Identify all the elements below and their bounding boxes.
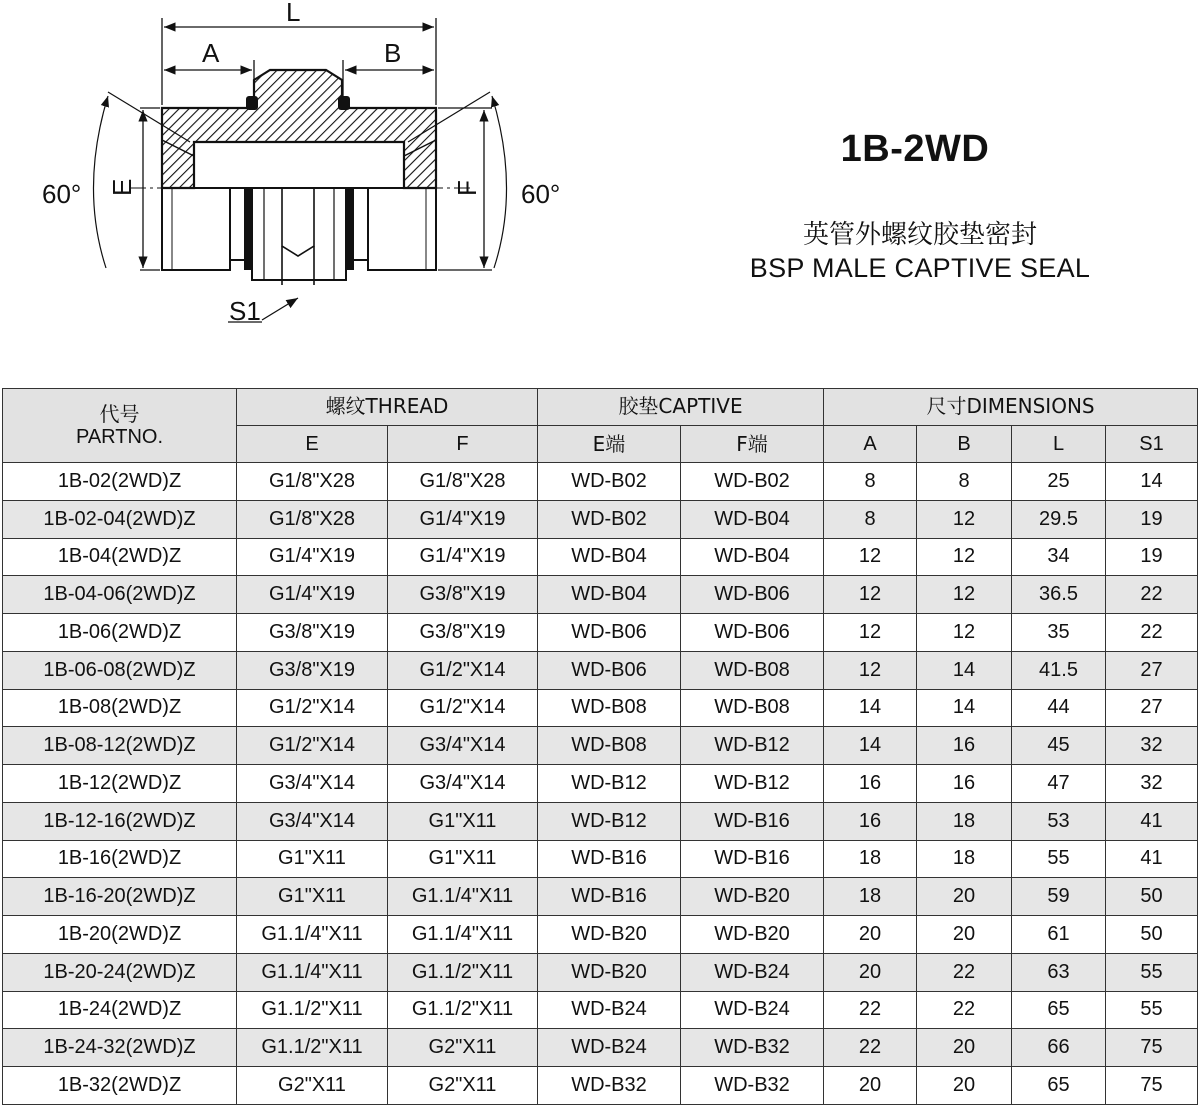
cell-part-no: 1B-24-32(2WD)Z bbox=[3, 1029, 237, 1067]
cell-part-no: 1B-04-06(2WD)Z bbox=[3, 576, 237, 614]
cell-thread-e: G2"X11 bbox=[237, 1067, 388, 1105]
cell-dim-a: 20 bbox=[824, 1067, 917, 1105]
cell-captive-f: WD-B04 bbox=[681, 538, 824, 576]
cell-captive-f: WD-B02 bbox=[681, 463, 824, 501]
header-partno-en: PARTNO. bbox=[75, 425, 164, 448]
product-code: 1B-2WD bbox=[840, 128, 990, 170]
cell-dim-s1: 27 bbox=[1106, 689, 1198, 727]
cell-captive-e: WD-B12 bbox=[538, 802, 681, 840]
cell-dim-l: 63 bbox=[1012, 953, 1106, 991]
cell-thread-e: G1.1/2"X11 bbox=[237, 1029, 388, 1067]
cell-thread-f: G2"X11 bbox=[388, 1029, 538, 1067]
cell-dim-a: 20 bbox=[824, 953, 917, 991]
cell-dim-l: 53 bbox=[1012, 802, 1106, 840]
cell-thread-f: G1/4"X19 bbox=[388, 500, 538, 538]
dim-label-S1: S1 bbox=[229, 296, 261, 326]
cell-dim-b: 14 bbox=[917, 689, 1012, 727]
cell-part-no: 1B-08(2WD)Z bbox=[3, 689, 237, 727]
cell-dim-s1: 19 bbox=[1106, 500, 1198, 538]
cell-dim-b: 18 bbox=[917, 840, 1012, 878]
cell-captive-e: WD-B06 bbox=[538, 651, 681, 689]
cell-dim-b: 20 bbox=[917, 1029, 1012, 1067]
cell-dim-a: 14 bbox=[824, 689, 917, 727]
cell-dim-s1: 75 bbox=[1106, 1029, 1198, 1067]
table-row bbox=[3, 1067, 1198, 1105]
cell-thread-f: G1/8"X28 bbox=[388, 463, 538, 501]
cell-part-no: 1B-04(2WD)Z bbox=[3, 538, 237, 576]
cell-captive-f: WD-B16 bbox=[681, 802, 824, 840]
cell-thread-f: G2"X11 bbox=[388, 1067, 538, 1105]
cell-dim-b: 22 bbox=[917, 953, 1012, 991]
cell-thread-e: G1/2"X14 bbox=[237, 727, 388, 765]
angle-label-right: 60° bbox=[521, 179, 561, 209]
header-dimensions-label: 尺寸DIMENSIONS bbox=[926, 394, 1095, 418]
cell-dim-s1: 32 bbox=[1106, 765, 1198, 803]
cell-dim-a: 12 bbox=[824, 614, 917, 652]
cell-thread-f: G1/2"X14 bbox=[388, 651, 538, 689]
header-partno bbox=[3, 389, 237, 463]
dim-label-E: E bbox=[107, 178, 137, 196]
cell-thread-f: G1/2"X14 bbox=[388, 689, 538, 727]
cell-part-no: 1B-32(2WD)Z bbox=[3, 1067, 237, 1105]
header-dimensions bbox=[824, 389, 1198, 426]
cell-thread-e: G1/4"X19 bbox=[237, 576, 388, 614]
cell-part-no: 1B-20-24(2WD)Z bbox=[3, 953, 237, 991]
table-row bbox=[3, 765, 1198, 803]
table-row bbox=[3, 500, 1198, 538]
cell-dim-b: 20 bbox=[917, 1067, 1012, 1105]
cell-dim-l: 66 bbox=[1012, 1029, 1106, 1067]
cell-dim-s1: 41 bbox=[1106, 802, 1198, 840]
cell-thread-e: G3/8"X19 bbox=[237, 614, 388, 652]
cell-captive-f: WD-B06 bbox=[681, 576, 824, 614]
cell-captive-e: WD-B32 bbox=[538, 1067, 681, 1105]
cell-thread-f: G1.1/2"X11 bbox=[388, 953, 538, 991]
cell-thread-f: G1"X11 bbox=[388, 840, 538, 878]
cell-thread-e: G1.1/4"X11 bbox=[237, 916, 388, 954]
cell-captive-f: WD-B06 bbox=[681, 614, 824, 652]
cell-captive-e: WD-B12 bbox=[538, 765, 681, 803]
cell-thread-f: G1/4"X19 bbox=[388, 538, 538, 576]
subheader-dim-l: L bbox=[1012, 426, 1106, 463]
cell-captive-e: WD-B24 bbox=[538, 1029, 681, 1067]
header-partno-cn: 代号 bbox=[99, 401, 140, 426]
cell-dim-s1: 55 bbox=[1106, 991, 1198, 1029]
cell-part-no: 1B-02(2WD)Z bbox=[3, 463, 237, 501]
table-row bbox=[3, 727, 1198, 765]
cell-dim-b: 12 bbox=[917, 614, 1012, 652]
table-body bbox=[3, 463, 1198, 1105]
cell-captive-e: WD-B02 bbox=[538, 500, 681, 538]
cell-dim-l: 44 bbox=[1012, 689, 1106, 727]
cell-thread-e: G1/4"X19 bbox=[237, 538, 388, 576]
cell-dim-a: 22 bbox=[824, 991, 917, 1029]
table-row bbox=[3, 878, 1198, 916]
cell-part-no: 1B-16-20(2WD)Z bbox=[3, 878, 237, 916]
cell-thread-f: G1.1/4"X11 bbox=[388, 878, 538, 916]
cell-captive-f: WD-B24 bbox=[681, 991, 824, 1029]
cell-part-no: 1B-12-16(2WD)Z bbox=[3, 802, 237, 840]
dim-label-L: L bbox=[286, 0, 301, 27]
cell-captive-f: WD-B20 bbox=[681, 916, 824, 954]
table-row bbox=[3, 614, 1198, 652]
cell-dim-l: 45 bbox=[1012, 727, 1106, 765]
cell-dim-s1: 14 bbox=[1106, 463, 1198, 501]
table-row bbox=[3, 1029, 1198, 1067]
cell-thread-f: G3/4"X14 bbox=[388, 765, 538, 803]
cell-captive-e: WD-B20 bbox=[538, 916, 681, 954]
cell-dim-a: 16 bbox=[824, 765, 917, 803]
header-captive-label: 胶垫CAPTIVE bbox=[618, 394, 743, 418]
table-row bbox=[3, 689, 1198, 727]
cell-thread-e: G3/4"X14 bbox=[237, 802, 388, 840]
cell-dim-l: 35 bbox=[1012, 614, 1106, 652]
cell-dim-l: 34 bbox=[1012, 538, 1106, 576]
cell-dim-s1: 50 bbox=[1106, 916, 1198, 954]
cell-dim-a: 8 bbox=[824, 463, 917, 501]
subheader-dim-s1: S1 bbox=[1106, 426, 1198, 463]
header-thread-label: 螺纹THREAD bbox=[325, 394, 449, 418]
cell-dim-a: 18 bbox=[824, 840, 917, 878]
cell-dim-s1: 41 bbox=[1106, 840, 1198, 878]
fitting-drawing bbox=[0, 0, 600, 345]
cell-dim-s1: 22 bbox=[1106, 576, 1198, 614]
cell-dim-l: 25 bbox=[1012, 463, 1106, 501]
cell-thread-f: G3/8"X19 bbox=[388, 614, 538, 652]
header-captive bbox=[538, 389, 824, 426]
table-row bbox=[3, 916, 1198, 954]
cell-thread-e: G3/8"X19 bbox=[237, 651, 388, 689]
cell-captive-f: WD-B04 bbox=[681, 500, 824, 538]
header-thread bbox=[237, 389, 538, 426]
cell-dim-a: 16 bbox=[824, 802, 917, 840]
table-row bbox=[3, 991, 1198, 1029]
cell-thread-f: G1.1/4"X11 bbox=[388, 916, 538, 954]
cell-dim-b: 12 bbox=[917, 500, 1012, 538]
cell-dim-b: 16 bbox=[917, 765, 1012, 803]
cell-dim-a: 8 bbox=[824, 500, 917, 538]
cell-dim-b: 12 bbox=[917, 576, 1012, 614]
cell-part-no: 1B-12(2WD)Z bbox=[3, 765, 237, 803]
cell-part-no: 1B-02-04(2WD)Z bbox=[3, 500, 237, 538]
cell-captive-f: WD-B08 bbox=[681, 651, 824, 689]
table-row bbox=[3, 802, 1198, 840]
subheader-dim-b: B bbox=[917, 426, 1012, 463]
cell-dim-l: 55 bbox=[1012, 840, 1106, 878]
subheader-dim-a: A bbox=[824, 426, 917, 463]
cell-dim-l: 47 bbox=[1012, 765, 1106, 803]
cell-captive-e: WD-B16 bbox=[538, 840, 681, 878]
cell-dim-a: 12 bbox=[824, 651, 917, 689]
cell-captive-e: WD-B16 bbox=[538, 878, 681, 916]
cell-thread-e: G1/2"X14 bbox=[237, 689, 388, 727]
subheader-thread-f: F bbox=[388, 426, 538, 463]
subheader-thread-e: E bbox=[237, 426, 388, 463]
cell-dim-a: 14 bbox=[824, 727, 917, 765]
cell-captive-e: WD-B04 bbox=[538, 576, 681, 614]
cell-dim-b: 16 bbox=[917, 727, 1012, 765]
cell-dim-b: 20 bbox=[917, 878, 1012, 916]
product-name-en: BSP MALE CAPTIVE SEAL bbox=[749, 253, 1091, 283]
cell-thread-f: G3/4"X14 bbox=[388, 727, 538, 765]
cell-thread-e: G1"X11 bbox=[237, 840, 388, 878]
cell-dim-s1: 32 bbox=[1106, 727, 1198, 765]
cell-captive-f: WD-B20 bbox=[681, 878, 824, 916]
cell-thread-e: G1/8"X28 bbox=[237, 500, 388, 538]
cell-dim-l: 36.5 bbox=[1012, 576, 1106, 614]
cell-dim-s1: 50 bbox=[1106, 878, 1198, 916]
cell-dim-s1: 27 bbox=[1106, 651, 1198, 689]
cell-dim-s1: 19 bbox=[1106, 538, 1198, 576]
cell-dim-l: 59 bbox=[1012, 878, 1106, 916]
cell-dim-s1: 22 bbox=[1106, 614, 1198, 652]
subheader-captive-f: F端 bbox=[681, 426, 824, 463]
cell-thread-e: G3/4"X14 bbox=[237, 765, 388, 803]
table-row bbox=[3, 840, 1198, 878]
cell-dim-l: 65 bbox=[1012, 991, 1106, 1029]
cell-dim-b: 18 bbox=[917, 802, 1012, 840]
spec-table bbox=[2, 388, 1198, 1105]
cell-captive-e: WD-B08 bbox=[538, 727, 681, 765]
cell-thread-f: G3/8"X19 bbox=[388, 576, 538, 614]
cell-thread-f: G1"X11 bbox=[388, 802, 538, 840]
cell-thread-e: G1/8"X28 bbox=[237, 463, 388, 501]
cell-captive-f: WD-B16 bbox=[681, 840, 824, 878]
cell-thread-e: G1.1/2"X11 bbox=[237, 991, 388, 1029]
cell-captive-e: WD-B24 bbox=[538, 991, 681, 1029]
cell-dim-b: 20 bbox=[917, 916, 1012, 954]
cell-dim-l: 29.5 bbox=[1012, 500, 1106, 538]
cell-captive-e: WD-B06 bbox=[538, 614, 681, 652]
table-row bbox=[3, 538, 1198, 576]
subheader-captive-e: E端 bbox=[538, 426, 681, 463]
cell-dim-a: 22 bbox=[824, 1029, 917, 1067]
table-row bbox=[3, 463, 1198, 501]
cell-captive-f: WD-B08 bbox=[681, 689, 824, 727]
angle-label-left: 60° bbox=[42, 179, 82, 209]
cell-captive-e: WD-B02 bbox=[538, 463, 681, 501]
cell-dim-a: 18 bbox=[824, 878, 917, 916]
cell-captive-f: WD-B32 bbox=[681, 1029, 824, 1067]
cell-dim-b: 14 bbox=[917, 651, 1012, 689]
cell-captive-e: WD-B04 bbox=[538, 538, 681, 576]
cell-dim-s1: 55 bbox=[1106, 953, 1198, 991]
cell-captive-f: WD-B32 bbox=[681, 1067, 824, 1105]
dim-label-F: F bbox=[452, 180, 482, 196]
table-row bbox=[3, 953, 1198, 991]
cell-part-no: 1B-20(2WD)Z bbox=[3, 916, 237, 954]
cell-dim-l: 61 bbox=[1012, 916, 1106, 954]
dim-label-A: A bbox=[202, 38, 220, 68]
cell-captive-f: WD-B12 bbox=[681, 765, 824, 803]
cell-dim-a: 20 bbox=[824, 916, 917, 954]
cell-captive-e: WD-B20 bbox=[538, 953, 681, 991]
cell-part-no: 1B-08-12(2WD)Z bbox=[3, 727, 237, 765]
product-name-cn: 英管外螺纹胶垫密封 bbox=[802, 220, 1037, 250]
cell-captive-f: WD-B24 bbox=[681, 953, 824, 991]
cell-dim-a: 12 bbox=[824, 576, 917, 614]
table-row bbox=[3, 576, 1198, 614]
cell-dim-s1: 75 bbox=[1106, 1067, 1198, 1105]
dim-label-B: B bbox=[384, 38, 402, 68]
cell-captive-f: WD-B12 bbox=[681, 727, 824, 765]
cell-part-no: 1B-06-08(2WD)Z bbox=[3, 651, 237, 689]
cell-thread-f: G1.1/2"X11 bbox=[388, 991, 538, 1029]
cell-thread-e: G1.1/4"X11 bbox=[237, 953, 388, 991]
cell-captive-e: WD-B08 bbox=[538, 689, 681, 727]
cell-dim-b: 22 bbox=[917, 991, 1012, 1029]
cell-part-no: 1B-06(2WD)Z bbox=[3, 614, 237, 652]
table-row bbox=[3, 651, 1198, 689]
cell-thread-e: G1"X11 bbox=[237, 878, 388, 916]
cell-part-no: 1B-24(2WD)Z bbox=[3, 991, 237, 1029]
cell-dim-a: 12 bbox=[824, 538, 917, 576]
cell-dim-b: 12 bbox=[917, 538, 1012, 576]
cell-dim-l: 41.5 bbox=[1012, 651, 1106, 689]
cell-part-no: 1B-16(2WD)Z bbox=[3, 840, 237, 878]
cell-dim-b: 8 bbox=[917, 463, 1012, 501]
cell-dim-l: 65 bbox=[1012, 1067, 1106, 1105]
